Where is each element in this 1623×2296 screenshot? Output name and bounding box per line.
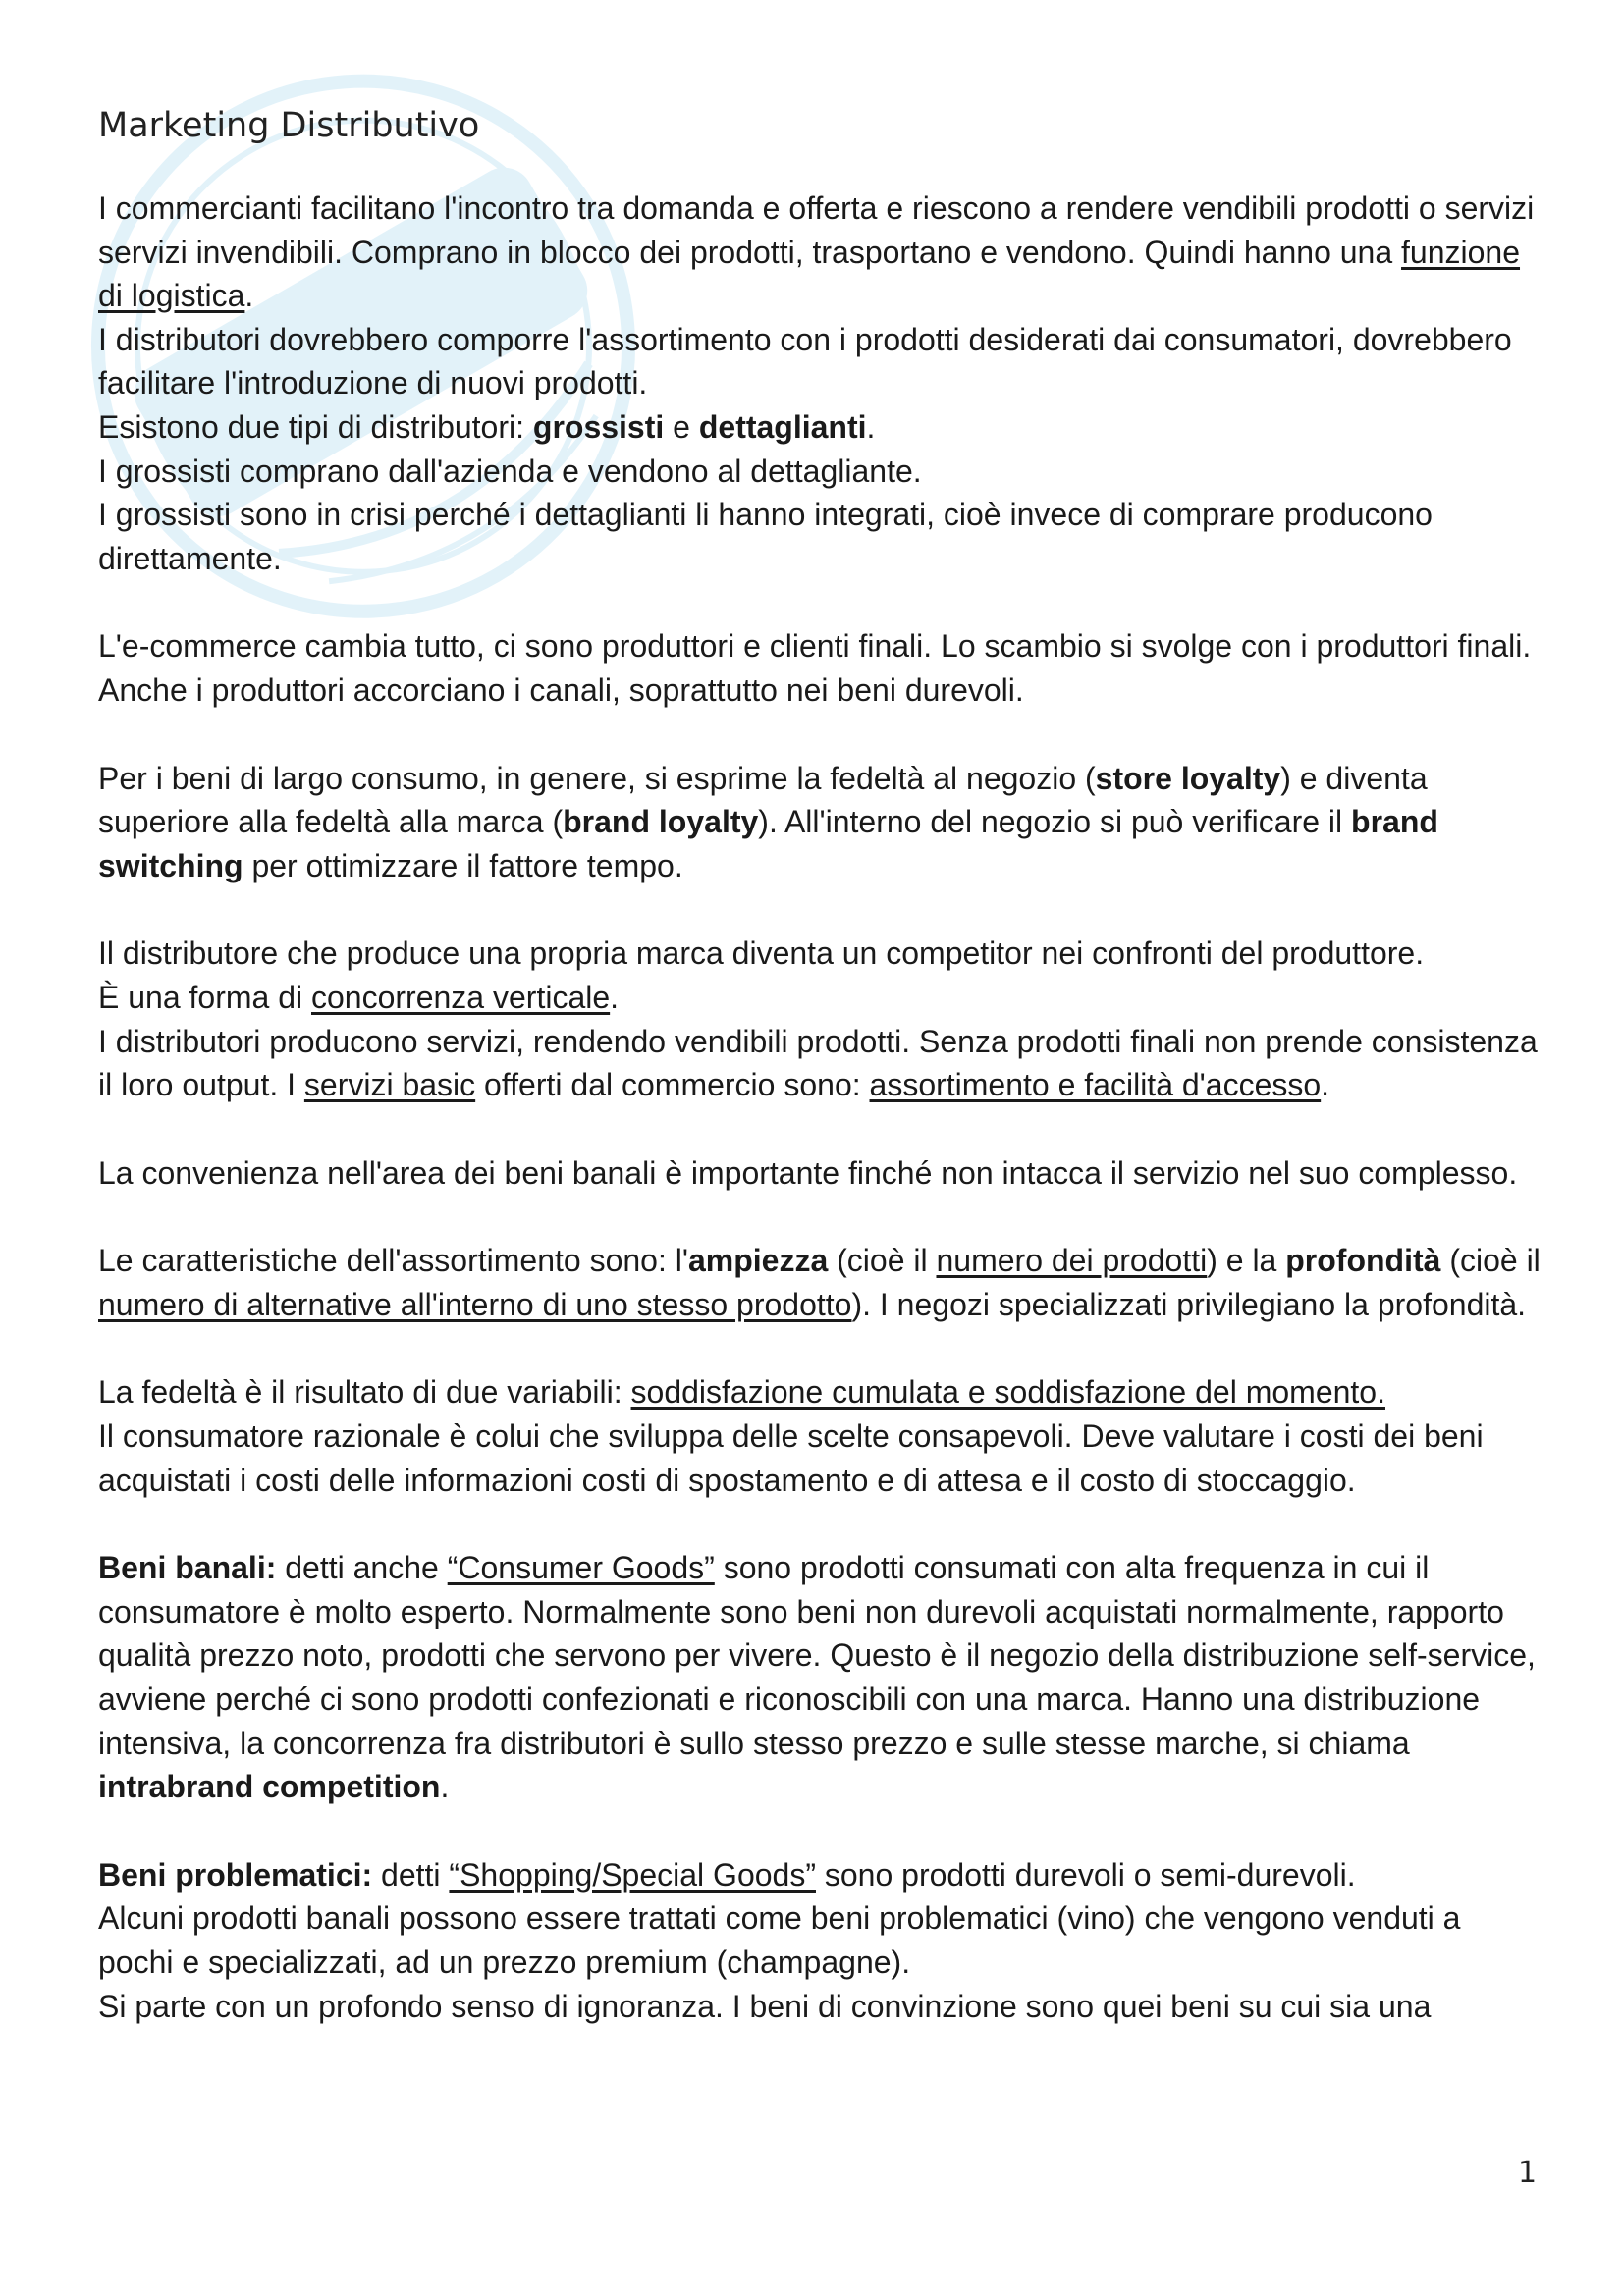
underlined-term: funzione di logistica [98, 234, 1521, 314]
underlined-term: “Shopping/Special Goods” [449, 1856, 816, 1893]
text-span: sono prodotti durevoli o semi-durevoli. [815, 1856, 1356, 1893]
underlined-term: “Consumer Goods” [447, 1550, 715, 1586]
paragraph-convenienza: La convenienza nell'area dei beni banali è importante finché non intacca il servizio nel suo complesso. [98, 1154, 1518, 1191]
bold-term: dettaglianti [698, 408, 867, 445]
bold-term: Beni problematici: [98, 1856, 373, 1893]
underlined-term: numero di alternative all'interno di uno stesso prodotto [98, 1286, 852, 1322]
paragraph-grossisti: I grossisti comprano dall'azienda e vendono al dettagliante. [98, 453, 922, 489]
paragraph-grossisti-crisi: I grossisti sono in crisi perché i dettaglianti li hanno integrati, cioè invece di comprare producono direttamente. [98, 497, 1433, 576]
text-span: (cioè il [1440, 1243, 1541, 1279]
paragraph-ignoranza: Si parte con un profondo senso di ignoranza. I beni di convinzione sono quei beni su cui sia una [98, 1988, 1432, 2024]
paragraph-beni-problematici [98, 1853, 1542, 1897]
document-page [98, 98, 1542, 2028]
underlined-term: servizi basic [303, 1067, 476, 1103]
page-number: 1 [1518, 2156, 1538, 2190]
text-span: sono prodotti consumati con alta frequenza in cui il consumatore è molto esperto. Normalmente sono beni non durevoli acquistati normalmente, rapporto qualità prezzo noto, prodotti che servono per vivere. Questo è il negozio della distribuzione self-service, avviene perché ci sono prodotti confezionati e riconoscibili con una marca. Hanno una distribuzione intensiva, la concorrenza fra distributori è sullo stesso prezzo e sulle stesse marche, si chiama [98, 1550, 1536, 1761]
bold-term: brand loyalty [563, 804, 759, 840]
paragraph-fedelta [98, 1370, 1542, 1415]
text-span: detti anche [276, 1550, 448, 1586]
text-span: I commercianti facilitano l'incontro tra domanda e offerta e riescono a rendere vendibili prodotti o servizi servizi invendibili. Comprano in blocco dei prodotti, trasportano e vendono. Quindi hanno una [98, 190, 1535, 270]
text-span: . [610, 979, 620, 1015]
paragraph-tipi-distributori [98, 405, 1542, 450]
paragraph-marca-propria: Il distributore che produce una propria marca diventa un competitor nei confronti del produttore. [98, 935, 1425, 972]
underlined-term: concorrenza verticale [311, 979, 611, 1015]
bold-term: grossisti [532, 408, 665, 445]
paragraph-prodotti-banali: Alcuni prodotti banali possono essere trattati come beni problematici (vino) che vengono venduti a pochi e specializzati, ad un prezzo premium (champagne). [98, 1900, 1461, 1980]
bold-term: profondità [1285, 1243, 1441, 1279]
text-span: ). I negozi specializzati privilegiano la profondità. [851, 1286, 1527, 1322]
text-span: ). All'interno del negozio si può verificare il [758, 804, 1352, 840]
text-span: . [1321, 1067, 1330, 1103]
text-span: È una forma di [98, 979, 311, 1015]
bold-term: Beni banali: [98, 1550, 277, 1586]
paragraph-consumatore-razionale: Il consumatore razionale è colui che sviluppa delle scelte consapevoli. Deve valutare i costi dei beni acquistati i costi delle informazioni costi di spostamento e di attesa e il costo di stoccaggio. [98, 1418, 1484, 1498]
paragraph-servizi [98, 1020, 1542, 1107]
text-span: La fedeltà è il risultato di due variabili: [98, 1374, 631, 1411]
paragraph-concorrenza-verticale [98, 976, 1542, 1020]
paragraph-beni-banali [98, 1546, 1542, 1809]
underlined-term: numero dei prodotti [936, 1243, 1208, 1279]
text-span: Esistono due tipi di distributori: [98, 408, 533, 445]
paragraph-commercianti [98, 187, 1542, 318]
text-span: e [664, 408, 699, 445]
paragraph-loyalty [98, 757, 1542, 888]
underlined-term: assortimento e facilità d'accesso [869, 1067, 1322, 1103]
text-span: (cioè il [828, 1243, 937, 1279]
text-span: . [244, 278, 254, 314]
text-span: I distributori producono servizi, rendendo vendibili prodotti. Senza prodotti finali non prende consistenza il loro output. I [98, 1023, 1538, 1103]
paragraph-ecommerce: L'e-commerce cambia tutto, ci sono produttori e clienti finali. Lo scambio si svolge con i produttori finali. Anche i produttori accorciano i canali, soprattutto nei beni durevoli. [98, 628, 1532, 708]
paragraph-assortimento [98, 1239, 1542, 1326]
bold-term: ampiezza [687, 1243, 829, 1279]
text-span: per ottimizzare il fattore tempo. [243, 847, 683, 883]
bold-term: store loyalty [1095, 760, 1281, 796]
text-span: Le caratteristiche dell'assortimento sono: l' [98, 1243, 688, 1279]
text-span: detti [372, 1856, 450, 1893]
text-span: ) e la [1207, 1243, 1286, 1279]
text-span: ) e diventa superiore alla fedeltà alla marca ( [98, 760, 1428, 840]
paragraph-distributori: I distributori dovrebbero comporre l'assortimento con i prodotti desiderati dai consumatori, dovrebbero facilitare l'introduzione di nuovi prodotti. [98, 321, 1512, 401]
text-span: Per i beni di largo consumo, in genere, si esprime la fedeltà al negozio ( [98, 760, 1096, 796]
bold-term: brand switching [98, 804, 1438, 883]
text-span: . [440, 1769, 450, 1805]
bold-term: intrabrand competition [98, 1769, 441, 1805]
document-title: Marketing Distributivo [98, 106, 480, 145]
underlined-term: soddisfazione cumulata e soddisfazione del momento. [630, 1374, 1385, 1411]
text-span: . [866, 408, 876, 445]
text-span: offerti dal commercio sono: [475, 1067, 870, 1103]
